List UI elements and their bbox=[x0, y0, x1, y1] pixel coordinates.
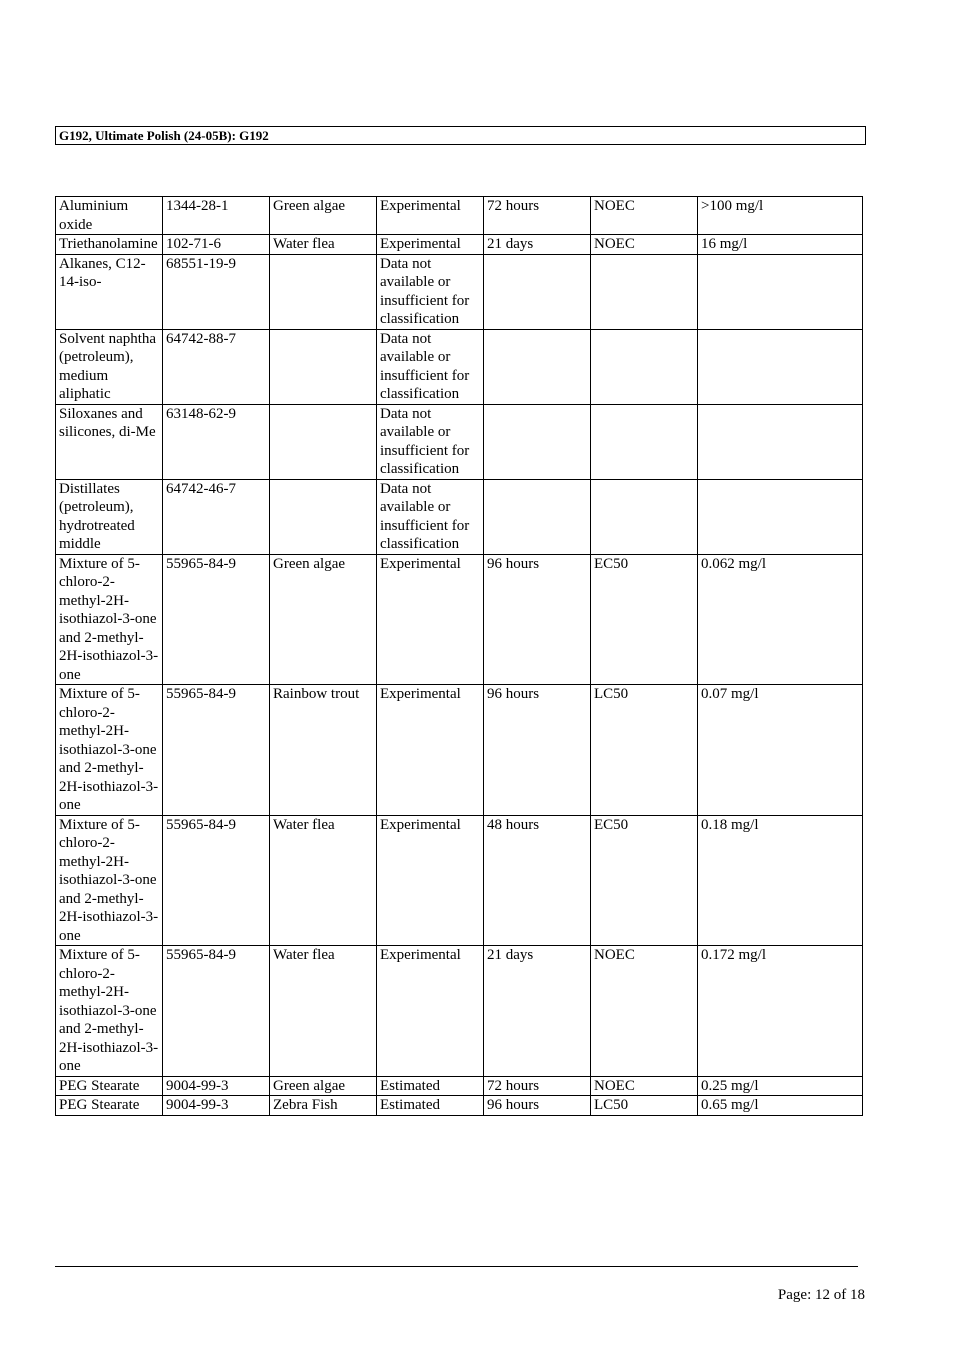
substance-cell: Mixture of 5-chloro-2-methyl-2H-isothiazol-3-one and 2-methyl-2H-isothiazol-3-one bbox=[56, 946, 163, 1077]
test-type-cell: Data not available or insufficient for classification bbox=[377, 254, 484, 329]
test-type-cell: Experimental bbox=[377, 685, 484, 816]
result-cell bbox=[698, 404, 863, 479]
table-row bbox=[56, 235, 863, 255]
exposure-cell: 96 hours bbox=[484, 554, 591, 685]
substance-cell: Aluminium oxide bbox=[56, 197, 163, 235]
endpoint-cell bbox=[591, 254, 698, 329]
cas-number-cell: 9004-99-3 bbox=[163, 1096, 270, 1116]
cas-number-cell: 55965-84-9 bbox=[163, 554, 270, 685]
test-type-cell: Experimental bbox=[377, 197, 484, 235]
endpoint-cell: LC50 bbox=[591, 1096, 698, 1116]
cas-number-cell: 102-71-6 bbox=[163, 235, 270, 255]
endpoint-cell: NOEC bbox=[591, 946, 698, 1077]
result-cell: >100 mg/l bbox=[698, 197, 863, 235]
cas-number-cell: 68551-19-9 bbox=[163, 254, 270, 329]
exposure-cell: 72 hours bbox=[484, 197, 591, 235]
exposure-cell: 48 hours bbox=[484, 815, 591, 946]
footer-divider bbox=[55, 1266, 858, 1267]
organism-cell: Water flea bbox=[270, 815, 377, 946]
test-type-cell: Data not available or insufficient for classification bbox=[377, 329, 484, 404]
cas-number-cell: 9004-99-3 bbox=[163, 1076, 270, 1096]
result-cell bbox=[698, 479, 863, 554]
table-row bbox=[56, 479, 863, 554]
result-cell: 0.07 mg/l bbox=[698, 685, 863, 816]
exposure-cell: 21 days bbox=[484, 235, 591, 255]
exposure-cell: 96 hours bbox=[484, 685, 591, 816]
endpoint-cell bbox=[591, 404, 698, 479]
endpoint-cell: LC50 bbox=[591, 685, 698, 816]
table-row bbox=[56, 1076, 863, 1096]
result-cell: 0.172 mg/l bbox=[698, 946, 863, 1077]
test-type-cell: Experimental bbox=[377, 815, 484, 946]
result-cell: 0.18 mg/l bbox=[698, 815, 863, 946]
organism-cell: Green algae bbox=[270, 1076, 377, 1096]
substance-cell: Solvent naphtha (petroleum), medium aliphatic bbox=[56, 329, 163, 404]
result-cell: 16 mg/l bbox=[698, 235, 863, 255]
table-row bbox=[56, 815, 863, 946]
test-type-cell: Experimental bbox=[377, 554, 484, 685]
organism-cell bbox=[270, 404, 377, 479]
endpoint-cell: NOEC bbox=[591, 197, 698, 235]
cas-number-cell: 64742-88-7 bbox=[163, 329, 270, 404]
test-type-cell: Experimental bbox=[377, 946, 484, 1077]
endpoint-cell: EC50 bbox=[591, 815, 698, 946]
substance-cell: Siloxanes and silicones, di-Me bbox=[56, 404, 163, 479]
result-cell bbox=[698, 254, 863, 329]
organism-cell: Water flea bbox=[270, 235, 377, 255]
table-row bbox=[56, 197, 863, 235]
document-header bbox=[55, 126, 866, 145]
test-type-cell: Estimated bbox=[377, 1096, 484, 1116]
substance-cell: Mixture of 5-chloro-2-methyl-2H-isothiazol-3-one and 2-methyl-2H-isothiazol-3-one bbox=[56, 685, 163, 816]
page-number: Page: 12 of 18 bbox=[777, 1287, 865, 1303]
result-cell: 0.062 mg/l bbox=[698, 554, 863, 685]
substance-cell: PEG Stearate bbox=[56, 1076, 163, 1096]
table-row bbox=[56, 254, 863, 329]
exposure-cell: 72 hours bbox=[484, 1076, 591, 1096]
test-type-cell: Experimental bbox=[377, 235, 484, 255]
exposure-cell bbox=[484, 404, 591, 479]
substance-cell: Triethanolamine bbox=[56, 235, 163, 255]
cas-number-cell: 55965-84-9 bbox=[163, 815, 270, 946]
test-type-cell: Data not available or insufficient for classification bbox=[377, 479, 484, 554]
cas-number-cell: 1344-28-1 bbox=[163, 197, 270, 235]
result-cell bbox=[698, 329, 863, 404]
substance-cell: Distillates (petroleum), hydrotreated middle bbox=[56, 479, 163, 554]
organism-cell: Green algae bbox=[270, 197, 377, 235]
endpoint-cell: NOEC bbox=[591, 235, 698, 255]
endpoint-cell: NOEC bbox=[591, 1076, 698, 1096]
exposure-cell bbox=[484, 254, 591, 329]
exposure-cell: 21 days bbox=[484, 946, 591, 1077]
substance-cell: Mixture of 5-chloro-2-methyl-2H-isothiazol-3-one and 2-methyl-2H-isothiazol-3-one bbox=[56, 815, 163, 946]
organism-cell: Rainbow trout bbox=[270, 685, 377, 816]
exposure-cell: 96 hours bbox=[484, 1096, 591, 1116]
substance-cell: Mixture of 5-chloro-2-methyl-2H-isothiazol-3-one and 2-methyl-2H-isothiazol-3-one bbox=[56, 554, 163, 685]
substance-cell: PEG Stearate bbox=[56, 1096, 163, 1116]
result-cell: 0.65 mg/l bbox=[698, 1096, 863, 1116]
organism-cell bbox=[270, 329, 377, 404]
ecotoxicity-table bbox=[55, 196, 863, 1116]
organism-cell: Water flea bbox=[270, 946, 377, 1077]
test-type-cell: Estimated bbox=[377, 1076, 484, 1096]
table-row bbox=[56, 329, 863, 404]
cas-number-cell: 55965-84-9 bbox=[163, 685, 270, 816]
exposure-cell bbox=[484, 329, 591, 404]
table-row bbox=[56, 404, 863, 479]
exposure-cell bbox=[484, 479, 591, 554]
test-type-cell: Data not available or insufficient for classification bbox=[377, 404, 484, 479]
result-cell: 0.25 mg/l bbox=[698, 1076, 863, 1096]
endpoint-cell bbox=[591, 329, 698, 404]
table-row bbox=[56, 554, 863, 685]
cas-number-cell: 55965-84-9 bbox=[163, 946, 270, 1077]
endpoint-cell: EC50 bbox=[591, 554, 698, 685]
table-row bbox=[56, 946, 863, 1077]
organism-cell bbox=[270, 479, 377, 554]
cas-number-cell: 64742-46-7 bbox=[163, 479, 270, 554]
table-row bbox=[56, 1096, 863, 1116]
endpoint-cell bbox=[591, 479, 698, 554]
organism-cell: Green algae bbox=[270, 554, 377, 685]
table-row bbox=[56, 685, 863, 816]
cas-number-cell: 63148-62-9 bbox=[163, 404, 270, 479]
organism-cell: Zebra Fish bbox=[270, 1096, 377, 1116]
document-title: G192, Ultimate Polish (24-05B): G192 bbox=[59, 128, 269, 143]
substance-cell: Alkanes, C12-14-iso- bbox=[56, 254, 163, 329]
organism-cell bbox=[270, 254, 377, 329]
